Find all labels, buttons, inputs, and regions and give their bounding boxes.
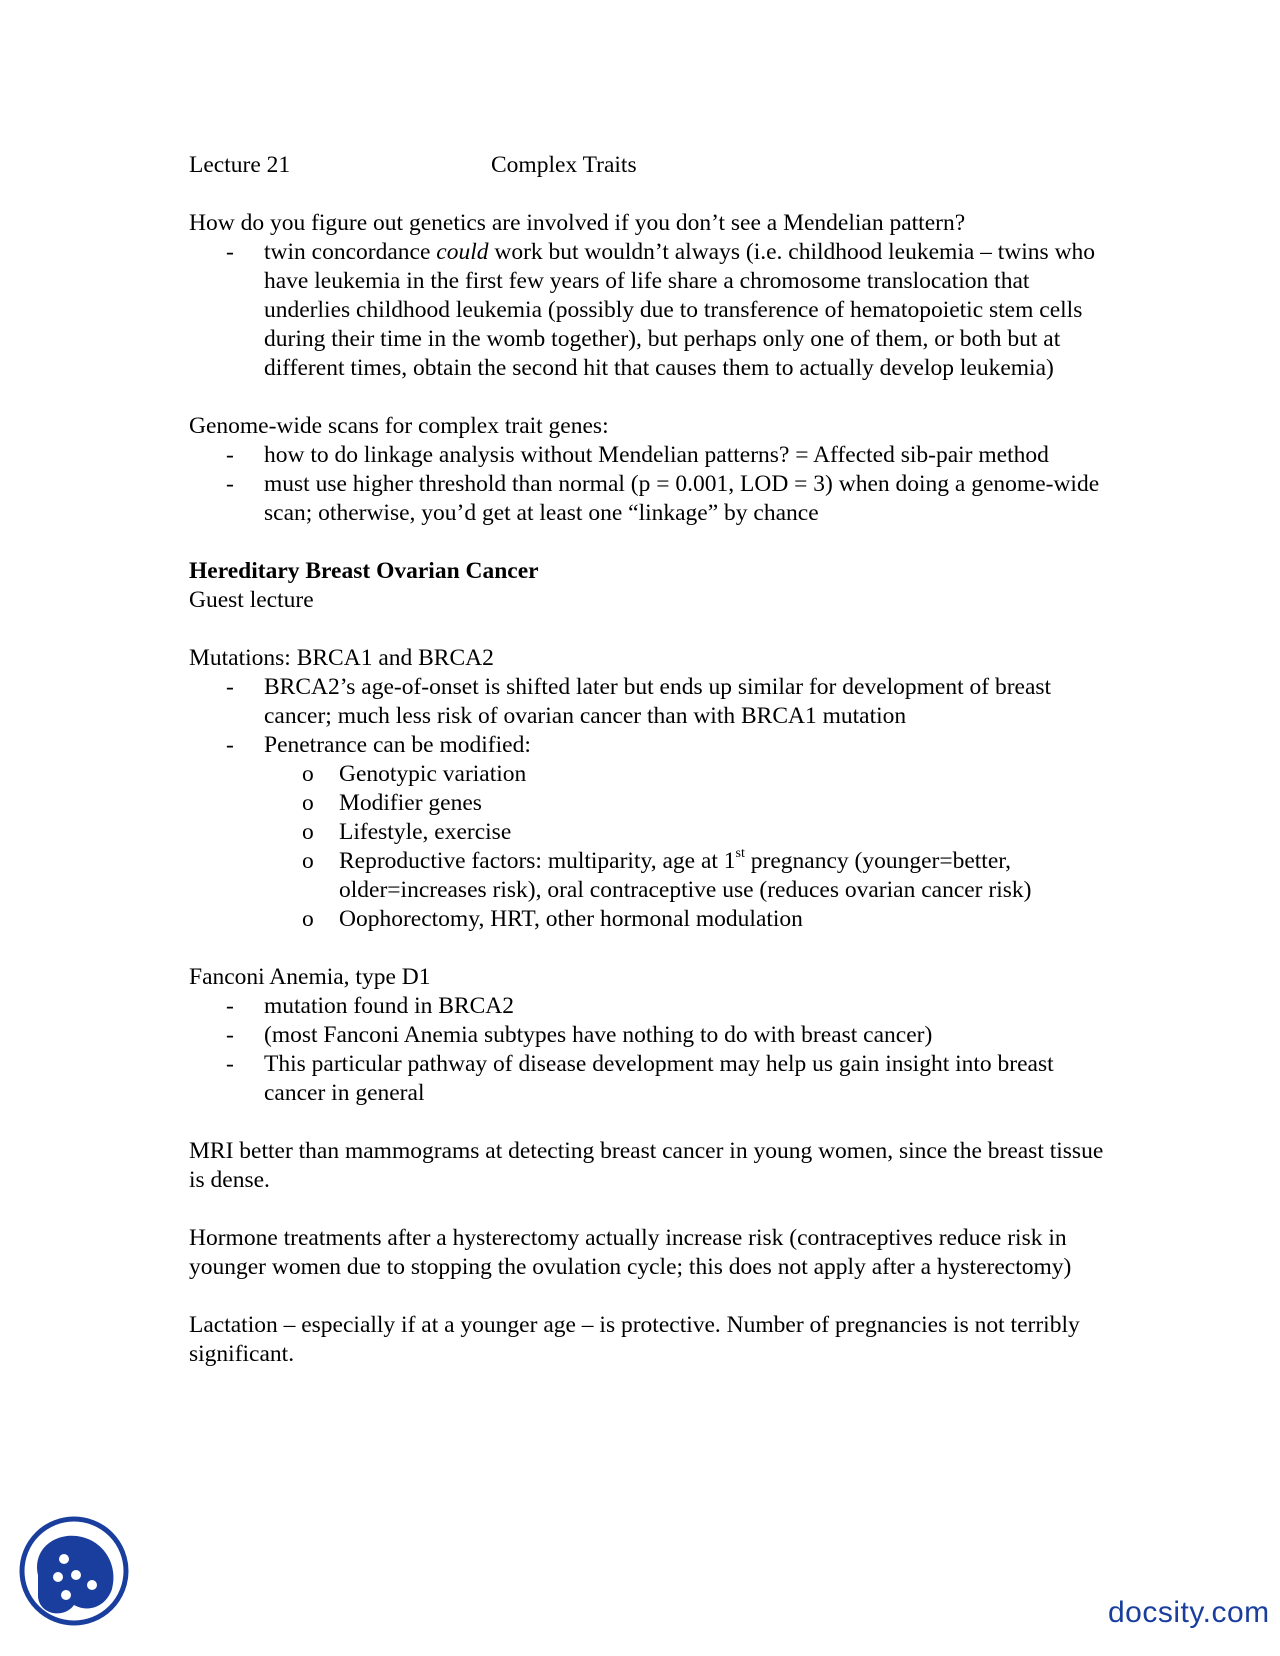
list-item: - must use higher threshold than normal (p = 0.001, LOD = 3) when doing a genome-wide scan; otherwise, you’d get at least one “linkage” by chance	[226, 471, 1100, 526]
dash-bullet: -	[226, 442, 234, 468]
circle-bullet: o	[302, 761, 314, 787]
lecture-topic: Complex Traits	[491, 152, 637, 178]
section-title: Hereditary Breast Ovarian Cancer	[189, 558, 539, 584]
lactation-paragraph: Lactation – especially if at a younger age – is protective. Number of pregnancies is not terribly significant.	[189, 1312, 1080, 1367]
circle-bullet: o	[302, 819, 314, 845]
list-item: - BRCA2’s age-of-onset is shifted later but ends up similar for development of breast cancer; much less risk of ovarian cancer than with BRCA1 mutation	[226, 674, 1052, 729]
docsity-logo-icon[interactable]	[18, 1515, 130, 1627]
sublist-item: o Reproductive factors: multiparity, age at 1st pregnancy (younger=better, older=increases risk), oral contraceptive use (reduces ovarian cancer risk)	[302, 846, 1032, 903]
mendelian-question: How do you figure out genetics are involved if you don’t see a Mendelian pattern?	[189, 210, 966, 236]
twin-concordance-list	[189, 238, 1109, 383]
sublist-item: o Lifestyle, exercise	[302, 819, 512, 845]
lecture-number: Lecture 21	[189, 152, 291, 178]
list-item: - This particular pathway of disease development may help us gain insight into breast cancer in general	[226, 1051, 1054, 1106]
list-item: - twin concordance could work but wouldn’t always (i.e. childhood leukemia – twins who have leukemia in the first few years of life share a chromosome translocation that underlies childhood leukemia (possibly due to transference of hematopoietic stem cells during their time in the womb together), but perhaps only one of them, or both but at different times, obtain the second hit that causes them to actually develop leukemia)	[226, 239, 1096, 381]
list-item: - mutation found in BRCA2	[226, 993, 515, 1019]
document-content	[189, 151, 1109, 1369]
circle-bullet: o	[302, 906, 314, 932]
mutations-heading: Mutations: BRCA1 and BRCA2	[189, 645, 494, 671]
dash-bullet: -	[226, 471, 234, 497]
mutations-list	[189, 673, 1109, 934]
dash-bullet: -	[226, 674, 234, 700]
dash-bullet: -	[226, 1022, 234, 1048]
genome-scan-list	[189, 441, 1109, 528]
circle-bullet: o	[302, 848, 314, 874]
dash-bullet: -	[226, 239, 234, 265]
section-subtitle: Guest lecture	[189, 587, 314, 613]
superscript: st	[735, 846, 745, 862]
dash-bullet: -	[226, 1051, 234, 1077]
mri-paragraph: MRI better than mammograms at detecting breast cancer in young women, since the breast tissue is dense.	[189, 1138, 1104, 1193]
dash-bullet: -	[226, 732, 234, 758]
hormone-paragraph: Hormone treatments after a hysterectomy actually increase risk (contraceptives reduce risk in younger women due to stopping the ovulation cycle; this does not apply after a hysterectomy)	[189, 1225, 1072, 1280]
dash-bullet: -	[226, 993, 234, 1019]
list-item: - Penetrance can be modified: o Genotypic variation o Modifier genes o Lifestyle, exercise o Reproductive factors: multiparity, age at 1st pregnancy (younger=better, older=increases risk), oral contraceptive use (reduces ovarian cancer risk) o Oophorectomy, HRT, other hormonal modulation	[189, 731, 1109, 934]
genome-scan-heading: Genome-wide scans for complex trait genes:	[189, 413, 609, 439]
sublist-item: o Genotypic variation	[302, 761, 527, 787]
circle-bullet: o	[302, 790, 314, 816]
fanconi-heading: Fanconi Anemia, type D1	[189, 964, 431, 990]
sublist-item: o Modifier genes	[302, 790, 482, 816]
list-item: - (most Fanconi Anemia subtypes have nothing to do with breast cancer)	[226, 1022, 933, 1048]
list-item: - how to do linkage analysis without Mendelian patterns? = Affected sib-pair method	[226, 442, 1049, 468]
emphasis: could	[436, 239, 489, 265]
penetrance-sublist	[264, 760, 1109, 934]
lecture-header	[189, 151, 1109, 180]
sublist-item: o Oophorectomy, HRT, other hormonal modulation	[302, 906, 803, 932]
fanconi-list	[189, 992, 1109, 1108]
docsity-brand-link[interactable]: docsity.com	[1108, 1596, 1270, 1629]
